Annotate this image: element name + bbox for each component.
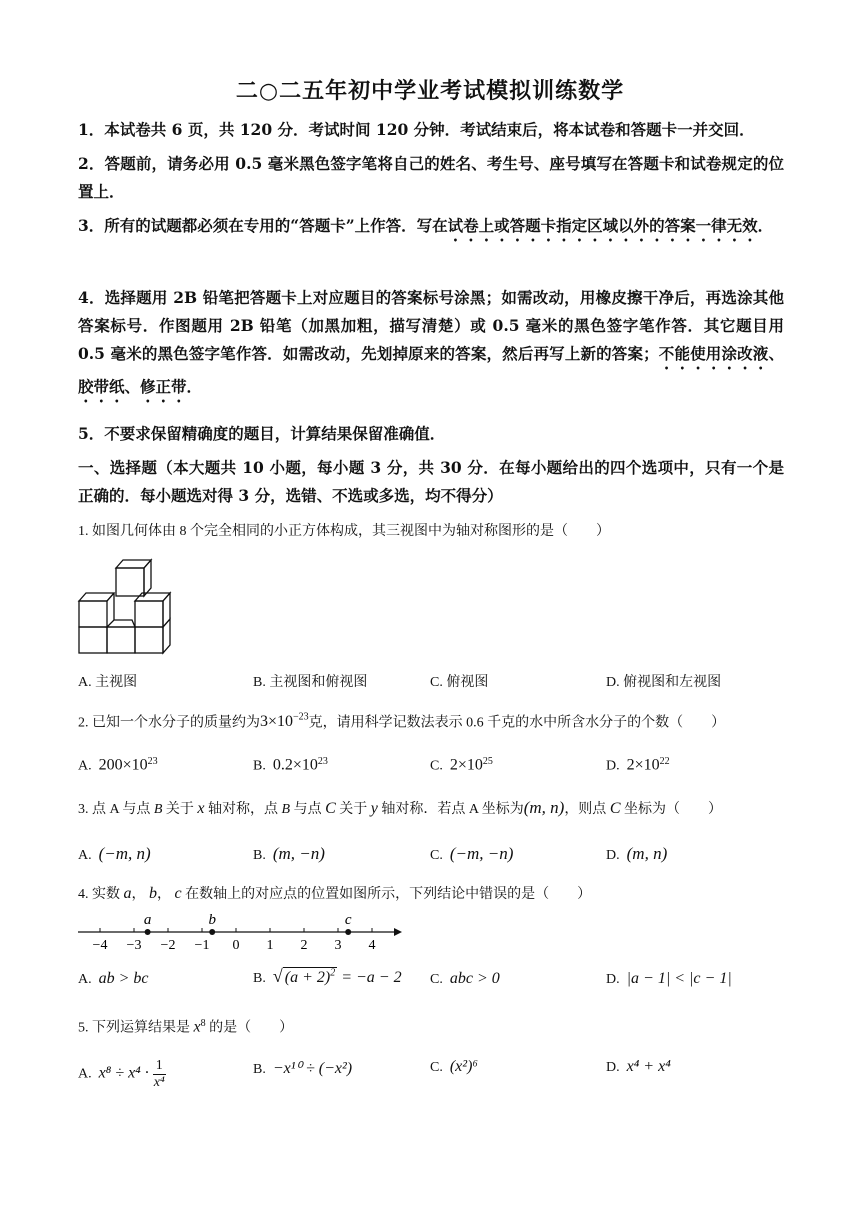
q5-exp: 8: [200, 1018, 206, 1029]
number-line-arrow: [394, 928, 402, 936]
q2-mass: [260, 713, 309, 730]
q2-b-coef: 0.2×10: [272, 756, 318, 774]
number-line: [76, 910, 406, 954]
number-line-point-label-a: a: [143, 912, 152, 928]
q2-label-a: A.: [78, 758, 92, 774]
question-1-options: [78, 671, 784, 695]
q4-var-a: a: [123, 885, 132, 902]
q2-mass-coef: 3×10: [260, 713, 294, 731]
q4-c-expr: abc > 0: [449, 970, 500, 987]
q5-d-expr: x⁴ + x⁴: [626, 1058, 671, 1075]
q4-text-1: 4. 实数: [78, 887, 124, 902]
q4-option-a[interactable]: [78, 970, 149, 988]
q3-point-c-2: C: [609, 800, 621, 817]
q3-label-b: B.: [253, 848, 266, 863]
note-4-sep-1: 、: [768, 344, 784, 363]
q2-a-exp: 23: [147, 756, 158, 767]
q3-text-6: 轴对称．若点 A 坐标为: [377, 802, 524, 817]
q5-option-a[interactable]: [78, 1058, 166, 1091]
note-1: 1．本试卷共 6 页，共 120 分．考试时间 120 分钟．考试结束后，将本试卷和答题卡一并交回．: [78, 120, 755, 139]
q3-y-axis: y: [370, 800, 378, 817]
number-line-point-label-c: c: [344, 912, 352, 928]
q2-label-c: C.: [430, 758, 443, 774]
q4-option-d[interactable]: [606, 970, 732, 988]
q5-option-d[interactable]: [606, 1058, 671, 1076]
q3-d-value: (m, n): [626, 844, 668, 863]
note-3-emphasis: 试卷上或答题卡指定区域以外的答案一律无效: [447, 216, 758, 235]
q3-c-value: (−m, −n): [449, 844, 514, 863]
q3-label-c: C.: [430, 848, 443, 863]
question-2-stem: [78, 708, 784, 733]
note-4-emphasis-3: 修正带: [140, 377, 187, 396]
q4-text-2: ，: [131, 887, 149, 902]
q4-b-sup: 2: [330, 967, 336, 979]
q4-label-c: C.: [430, 972, 443, 987]
page-title: 二○二五年初中学业考试模拟训练数学: [235, 78, 625, 104]
q2-label-b: B.: [253, 758, 266, 774]
q2-d-coef: 2×10: [626, 756, 660, 774]
q2-a-coef: 200×10: [98, 756, 148, 774]
number-line-tick-label: 2: [300, 938, 308, 953]
q4-b-rhs: = −a − 2: [337, 969, 402, 986]
q2-label-d: D.: [606, 758, 620, 774]
q3-a-value: (−m, n): [98, 844, 151, 863]
q2-c-exp: 25: [482, 756, 493, 767]
q5-label-c: C.: [430, 1060, 443, 1075]
number-line-tick-label: 3: [334, 938, 342, 953]
q5-label-b: B.: [253, 1062, 266, 1077]
q2-option-d[interactable]: [606, 756, 670, 775]
q4-a-expr: ab > bc: [98, 970, 149, 987]
question-3-stem: [78, 798, 784, 820]
q4-option-b[interactable]: [253, 966, 402, 987]
q5-c-expr: (x²)⁶: [449, 1058, 478, 1075]
q5-option-c[interactable]: [430, 1058, 478, 1076]
note-3-end: ．: [757, 216, 774, 235]
section-heading: 一、选择题（本大题共 10 小题，每小题 3 分，共 30 分．在每小题给出的四个选项中，只有一个是正确的．每小题选对得 3 分，选错、不选或多选，均不得分）: [78, 458, 784, 505]
q3-point-c: C: [325, 800, 336, 817]
q4-var-c: c: [174, 885, 182, 902]
note-4-emphasis-2: 胶带纸: [78, 377, 125, 396]
note-5: 5．不要求保留精确度的题目，计算结果保留准确值．: [78, 424, 446, 443]
q3-point-b: B: [153, 802, 163, 817]
note-2: 2．答题前，请务必用 0.5 毫米黑色签字笔将自己的姓名、考生号、座号填写在答题卡和试卷规定的位置上．: [78, 154, 784, 201]
q3-x-axis: x: [197, 800, 205, 817]
q2-option-c[interactable]: [430, 756, 493, 775]
note-4-emphasis-1: 不能使用涂改液: [658, 344, 769, 363]
q4-label-a: A.: [78, 972, 92, 987]
note-4-text: 4．选择题用 2B 铅笔把答题卡上对应题目的答案标号涂黑；如需改动，用橡皮擦干净后，再选涂其他答案标号．作图题用 2B 铅笔（加黑加粗，描写清楚）或 0.5 毫米的黑色签字笔作答．其它题目用 0.5 毫米的黑色签字笔作答．如需改动，先划掉原来的答案，然后再写上新的答案；: [78, 288, 784, 363]
q3-text-7: ，则点: [564, 802, 610, 817]
q4-var-b: b: [149, 885, 157, 902]
q4-option-c[interactable]: [430, 970, 500, 988]
q3-label-a: A.: [78, 848, 92, 863]
q4-d-expr: |a − 1| < |c − 1|: [626, 970, 732, 987]
q3-text-2: 关于: [162, 802, 198, 817]
q4-text-3: ，: [157, 887, 175, 902]
q5-b-expr: −x¹⁰ ÷ (−x²): [272, 1060, 353, 1077]
q5-text-2: 的是（ ）: [205, 1020, 294, 1036]
question-4-options: [78, 966, 784, 996]
q3-option-d[interactable]: [606, 844, 667, 864]
q5-base: x: [193, 1018, 201, 1036]
q5-a-expr: x⁸ ÷ x⁴ ·: [98, 1064, 149, 1082]
q3-label-d: D.: [606, 848, 620, 863]
q4-b-inner: (a + 2): [284, 969, 331, 986]
q5-label-a: A.: [78, 1066, 92, 1082]
q2-stem-rest: 克，请用科学记数法表示 0.6 千克的水中所含水分子的个数（ ）: [308, 715, 726, 731]
q3-point-b-2: B: [281, 802, 291, 817]
number-line-point-b: [209, 929, 215, 935]
q5-text-1: 5. 下列运算结果是: [78, 1020, 194, 1036]
q2-option-b[interactable]: [253, 756, 328, 775]
q1-option-b[interactable]: B. 主视图和俯视图: [253, 675, 368, 690]
note-3-text: 3．所有的试题都必须在专用的“答题卡”上作答．写在: [78, 216, 448, 235]
q3-text-1: 3. 点 A 与点: [78, 802, 154, 817]
number-line-tick-label: 1: [266, 938, 274, 953]
q2-stem-text: 2. 已知一个水分子的质量约为: [78, 715, 260, 731]
number-line-tick-label: −3: [126, 938, 142, 953]
q4-b-radicand: [283, 967, 337, 986]
q3-option-c[interactable]: [430, 844, 513, 864]
q5-label-d: D.: [606, 1060, 620, 1075]
q3-text-3: 轴对称，点: [204, 802, 282, 817]
q4-label-b: B.: [253, 971, 266, 986]
q5-a-denominator: x⁴: [153, 1075, 165, 1090]
number-line-tick-label: 4: [368, 938, 376, 953]
q2-option-a[interactable]: [78, 756, 158, 775]
q3-text-4: 与点: [290, 802, 326, 817]
q3-option-b[interactable]: [253, 844, 325, 864]
question-5-options: [78, 1050, 784, 1090]
q2-mass-exp: −23: [293, 712, 309, 723]
q1-option-a[interactable]: A. 主视图: [78, 675, 138, 690]
number-line-point-label-b: b: [208, 912, 216, 928]
number-line-tick-label: −1: [194, 938, 210, 953]
q3-text-8: 坐标为（ ）: [620, 802, 722, 817]
cube-solid-figure: [76, 554, 172, 656]
note-4: [78, 284, 784, 406]
number-line-tick-label: −2: [160, 938, 176, 953]
q3-coordinate: (m, n): [523, 798, 565, 817]
q3-b-value: (m, −n): [272, 844, 325, 863]
q3-text-5: 关于: [335, 802, 371, 817]
number-line-tick-label: 0: [232, 938, 240, 953]
q4-label-d: D.: [606, 972, 620, 987]
question-3-options: [78, 844, 784, 868]
q1-option-c[interactable]: C. 俯视图: [430, 675, 489, 690]
q1-option-d[interactable]: D. 俯视图和左视图: [606, 675, 722, 690]
question-1-stem: 1. 如图几何体由 8 个完全相同的小正方体构成，其三视图中为轴对称图形的是（ ）: [78, 524, 610, 539]
note-3: [78, 212, 784, 245]
number-line-tick-label: −4: [92, 938, 108, 953]
question-2-options: [78, 756, 784, 780]
number-line-point-a: [145, 929, 151, 935]
q3-option-a[interactable]: [78, 844, 151, 864]
q4-sqrt-sign: √: [272, 966, 283, 986]
question-4-stem: [78, 884, 784, 905]
q2-c-coef: 2×10: [449, 756, 483, 774]
number-line-point-c: [345, 929, 351, 935]
q5-option-b[interactable]: [253, 1058, 352, 1078]
question-5-stem: [78, 1014, 784, 1039]
note-4-end: ．: [186, 377, 203, 396]
q2-d-exp: 22: [659, 756, 670, 767]
q4-text-4: 在数轴上的对应点的位置如图所示，下列结论中错误的是（ ）: [181, 887, 592, 902]
note-4-sep-2: 、: [124, 377, 141, 396]
q5-a-numerator: 1: [153, 1058, 166, 1075]
q2-b-exp: 23: [317, 756, 328, 767]
q5-a-fraction: [153, 1058, 166, 1091]
